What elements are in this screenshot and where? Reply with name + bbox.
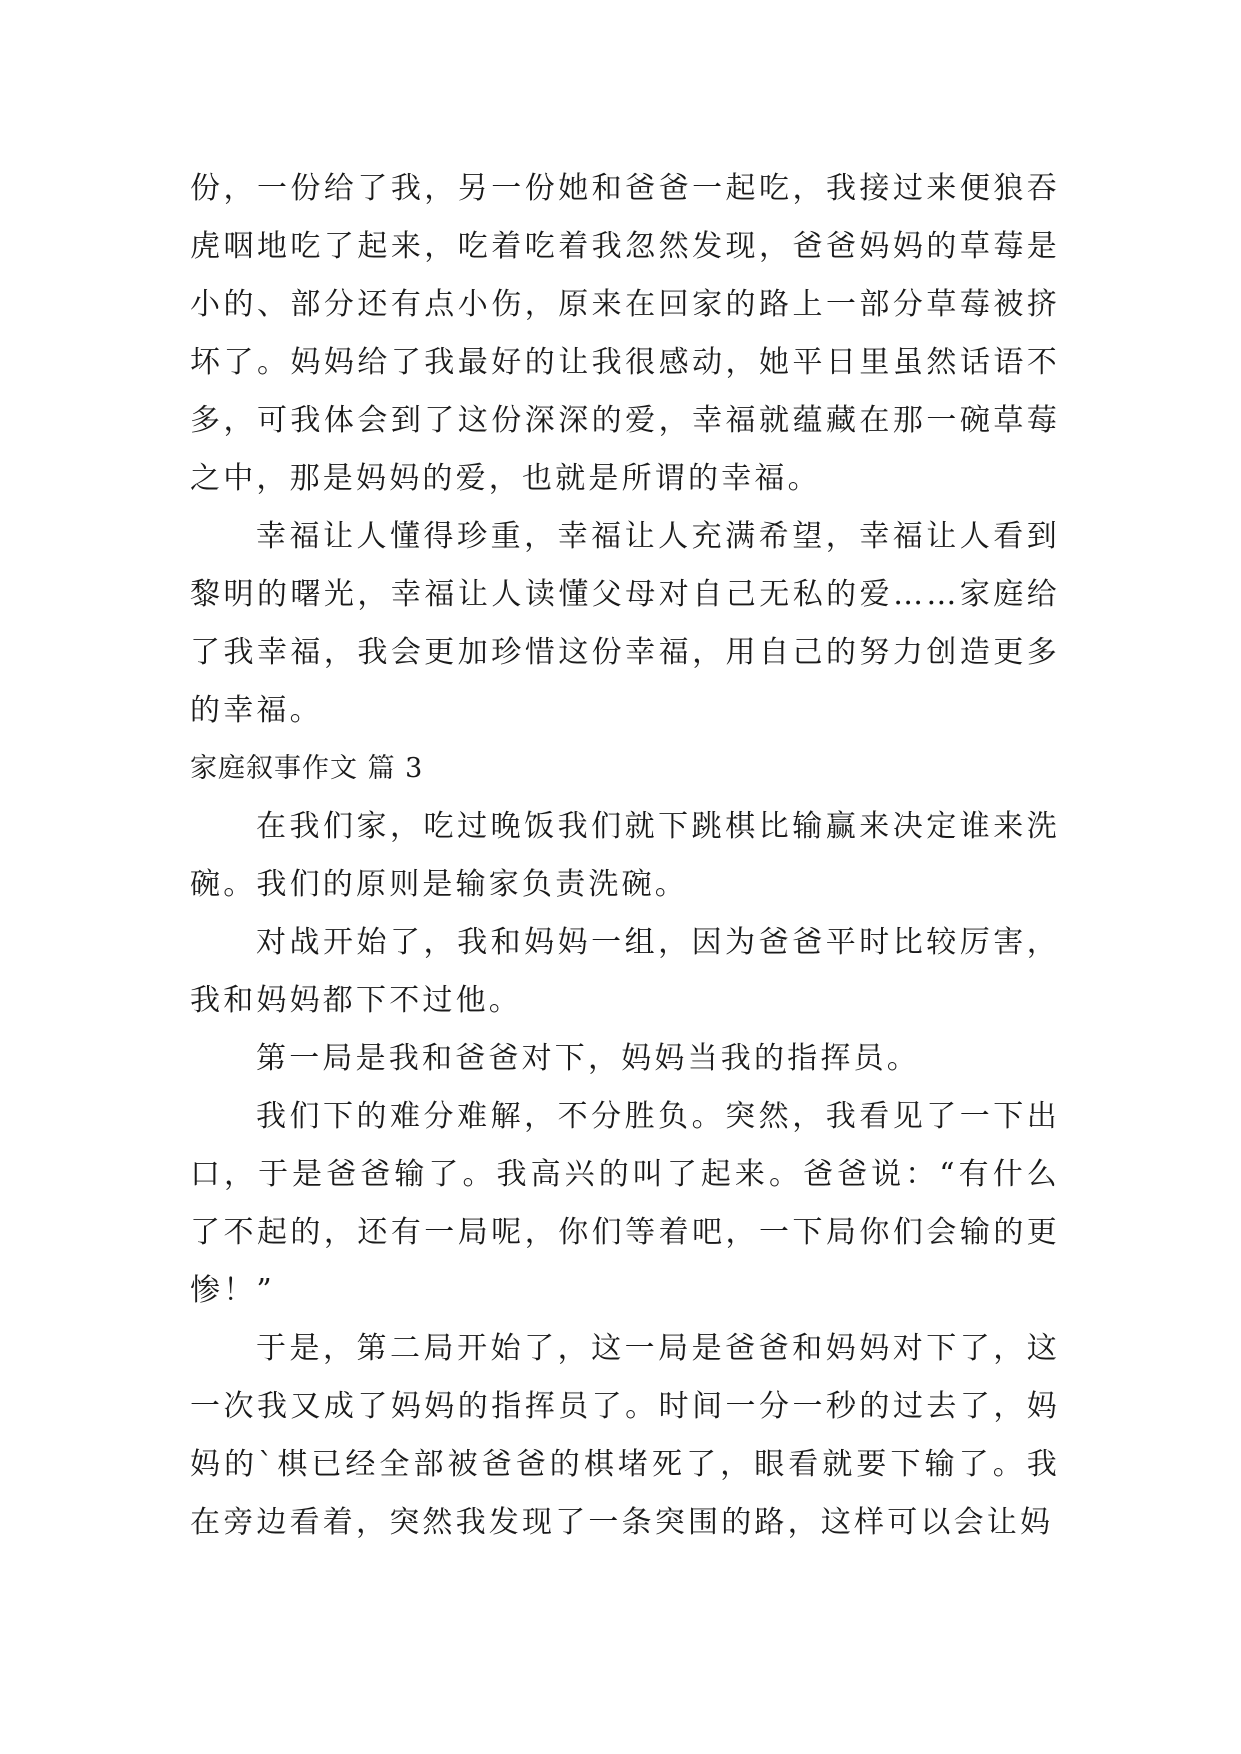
section-heading: 家庭叙事作文 篇 3 xyxy=(190,753,424,784)
paragraph-second-round: 于是，第二局开始了，这一局是爸爸和妈妈对下了，这一次我又成了妈妈的指挥员了。时间一分一秒的过去了，妈妈的`棋已经全部被爸爸的棋堵死了，眼看就要下输了。我在旁边看着，突然我发现了一条突围的路，这样可以会让妈 xyxy=(190,1331,1060,1540)
paragraph-after-dinner: 在我们家，吃过晚饭我们就下跳棋比输赢来决定谁来洗碗。我们的原则是输家负责洗碗。 xyxy=(190,809,1060,902)
paragraph-battle-start: 对战开始了，我和妈妈一组，因为爸爸平时比较厉害，我和妈妈都下不过他。 xyxy=(190,925,1060,1018)
paragraph-dad-loses: 我们下的难分难解，不分胜负。突然，我看见了一下出口，于是爸爸输了。我高兴的叫了起来。爸爸说：“有什么了不起的，还有一局呢，你们等着吧，一下局你们会输的更惨！” xyxy=(190,1099,1060,1308)
paragraph-happiness: 幸福让人懂得珍重，幸福让人充满希望，幸福让人看到黎明的曙光，幸福让人读懂父母对自己无私的爱……家庭给了我幸福，我会更加珍惜这份幸福，用自己的努力创造更多的幸福。 xyxy=(190,519,1060,728)
document-page xyxy=(190,160,1060,1552)
paragraph-first-round: 第一局是我和爸爸对下，妈妈当我的指挥员。 xyxy=(256,1041,920,1076)
paragraph-strawberry: 份，一份给了我，另一份她和爸爸一起吃，我接过来便狼吞虎咽地吃了起来，吃着吃着我忽然发现，爸爸妈妈的草莓是小的、部分还有点小伤，原来在回家的路上一部分草莓被挤坏了。妈妈给了我最好的让我很感动，她平日里虽然话语不多，可我体会到了这份深深的爱，幸福就蕴藏在那一碗草莓之中，那是妈妈的爱，也就是所谓的幸福。 xyxy=(190,171,1060,496)
